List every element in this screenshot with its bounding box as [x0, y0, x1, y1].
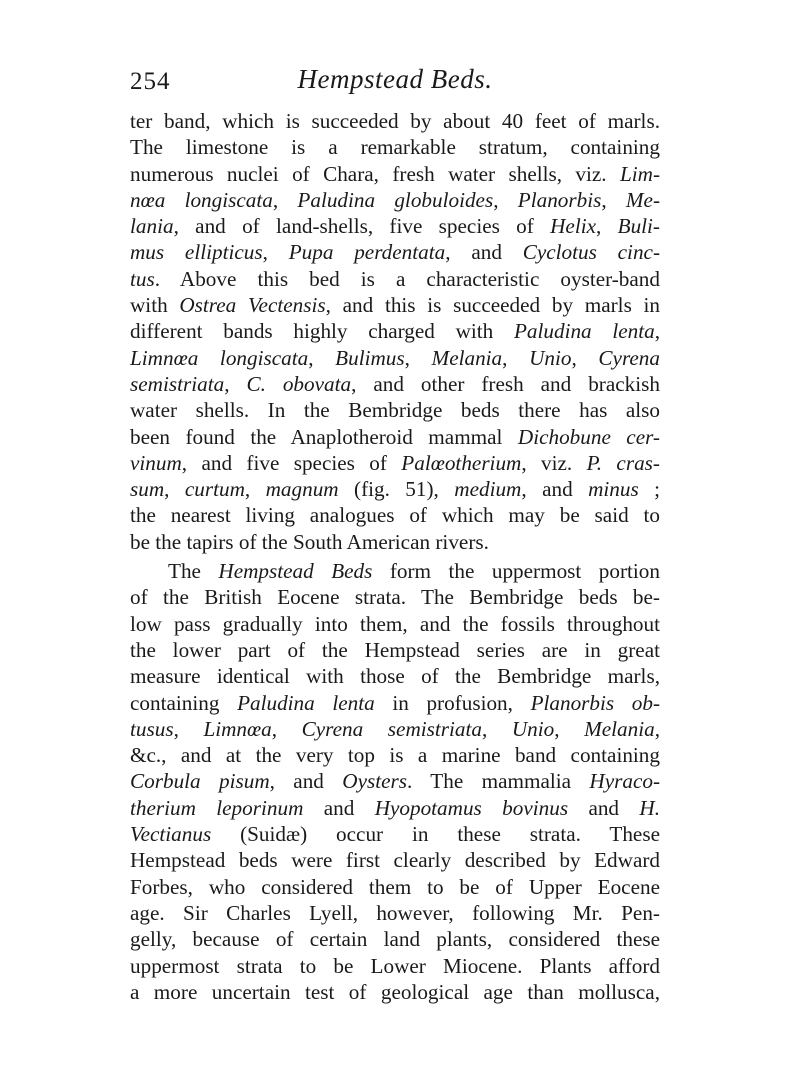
- text-run: , viz.: [521, 450, 587, 475]
- italic-text: P. cras-: [586, 450, 660, 475]
- text-run: , and: [269, 769, 343, 794]
- text-line: [130, 874, 660, 900]
- italic-text: C. obovata: [246, 371, 352, 396]
- text-run: ,: [601, 187, 626, 212]
- text-line: [130, 690, 660, 716]
- text-run: , and: [445, 240, 523, 265]
- text-line: [130, 424, 660, 450]
- italic-text: Helix: [550, 214, 597, 239]
- italic-text: Planorbis: [517, 187, 602, 212]
- italic-text: Unio: [529, 345, 572, 370]
- text-run: , and this is succeeded by marls in: [325, 293, 660, 318]
- italic-text: mus ellipticus: [130, 240, 263, 265]
- running-title: Hempstead Beds.: [297, 64, 493, 94]
- text-line: [130, 900, 660, 926]
- text-line: [130, 953, 660, 979]
- text-run: of the British Eocene strata. The Bembridge beds be-: [130, 585, 660, 610]
- text-line: [130, 795, 660, 821]
- italic-text: Corbula pisum: [130, 769, 270, 794]
- text-line: [130, 821, 660, 847]
- text-run: numerous nuclei of Chara, fresh water shells, viz.: [130, 161, 620, 186]
- text-run: ,: [654, 716, 660, 741]
- text-run: ,: [493, 187, 518, 212]
- text-line: [130, 239, 660, 265]
- italic-text: lania: [130, 214, 174, 239]
- italic-text: medium: [454, 477, 522, 502]
- text-line: [130, 742, 660, 768]
- text-line: [130, 213, 660, 239]
- italic-text: Cyrena: [598, 345, 660, 370]
- italic-text: tus: [130, 266, 155, 291]
- text-run: . Above this bed is a characteristic oyster-band: [154, 266, 660, 291]
- text-run: , and: [521, 477, 589, 502]
- text-run: containing: [130, 690, 238, 715]
- text-run: and: [568, 795, 640, 820]
- text-line: [130, 371, 660, 397]
- text-run: gelly, because of certain land plants, considered these: [130, 927, 660, 952]
- italic-text: Paludina globuloides: [297, 187, 494, 212]
- italic-text: Limnœa longiscata: [130, 345, 309, 370]
- italic-text: sum: [130, 477, 165, 502]
- text-run: ,: [404, 345, 432, 370]
- text-run: &c., and at the very top is a marine band containing: [130, 743, 660, 768]
- italic-text: magnum: [265, 477, 339, 502]
- text-run: been found the Anaplotheroid mammal: [130, 424, 518, 449]
- text-run: ,: [554, 716, 585, 741]
- text-run: ,: [272, 187, 298, 212]
- italic-text: Dichobune cer-: [517, 424, 660, 449]
- text-line: [130, 266, 660, 292]
- text-run: ,: [308, 345, 336, 370]
- text-line: [130, 502, 660, 528]
- text-line: [130, 663, 660, 689]
- paragraph: [130, 558, 660, 1005]
- text-run: a more uncertain test of geological age than mollusca,: [130, 979, 660, 1004]
- italic-text: nœa longiscata: [130, 187, 273, 212]
- italic-text: therium leporinum: [130, 795, 304, 820]
- text-line: [130, 161, 660, 187]
- italic-text: Oysters: [342, 769, 408, 794]
- text-run: water shells. In the Bembridge beds there has also: [130, 398, 660, 423]
- text-run: ,: [481, 716, 512, 741]
- text-run: ,: [654, 319, 660, 344]
- text-line: [130, 187, 660, 213]
- text-run: , and of land-shells, five species of: [173, 214, 551, 239]
- text-line: [130, 450, 660, 476]
- text-line: [130, 716, 660, 742]
- text-run: in profusion,: [374, 690, 531, 715]
- italic-text: semistriata: [130, 371, 225, 396]
- text-run: different bands highly charged with: [130, 319, 514, 344]
- paragraph: [130, 108, 660, 555]
- text-run: The: [168, 559, 219, 584]
- text-run: the nearest living analogues of which may be said to: [130, 503, 660, 528]
- text-line: [130, 134, 660, 160]
- text-run: ,: [271, 716, 302, 741]
- italic-text: Cyrena semistriata: [301, 716, 482, 741]
- text-line: [130, 584, 660, 610]
- text-run: The limestone is a remarkable stratum, containing: [130, 135, 660, 160]
- text-run: the lower part of the Hempstead series are in great: [130, 637, 660, 662]
- italic-text: Unio: [511, 716, 555, 741]
- italic-text: Hempstead Beds: [218, 559, 373, 584]
- page-header: [130, 62, 660, 98]
- italic-text: Limnœa: [203, 716, 272, 741]
- text-run: , and five species of: [181, 450, 402, 475]
- text-run: , and other fresh and brackish: [351, 371, 660, 396]
- text-line: [130, 926, 660, 952]
- text-line: [130, 529, 660, 555]
- text-run: form the uppermost portion: [372, 559, 660, 584]
- italic-text: Melania: [431, 345, 503, 370]
- italic-text: Bulimus: [335, 345, 405, 370]
- text-run: ,: [164, 477, 185, 502]
- italic-text: Pupa perdentata: [288, 240, 446, 265]
- text-run: be the tapirs of the South American rivers.: [130, 529, 489, 554]
- italic-text: Lim-: [619, 161, 660, 186]
- text-line: [130, 476, 660, 502]
- italic-text: tusus: [130, 716, 174, 741]
- text-line: [130, 637, 660, 663]
- text-run: ,: [262, 240, 289, 265]
- text-run: (Suidæ) occur in these strata. These: [211, 822, 660, 847]
- italic-text: Cyclotus cinc-: [522, 240, 661, 265]
- text-run: ,: [244, 477, 266, 502]
- italic-text: Ostrea Vectensis: [179, 293, 326, 318]
- text-line: [130, 558, 660, 584]
- text-line: [130, 292, 660, 318]
- text-line: [130, 979, 660, 1005]
- text-run: Hempstead beds were first clearly described by Edward: [130, 848, 660, 873]
- text-run: ,: [173, 716, 204, 741]
- page-number: 254: [130, 68, 171, 95]
- italic-text: Hyraco-: [589, 769, 661, 794]
- italic-text: Palœotherium: [401, 450, 522, 475]
- text-run: ,: [502, 345, 530, 370]
- italic-text: Melania: [584, 716, 655, 741]
- text-run: uppermost strata to be Lower Miocene. Plants afford: [130, 953, 660, 978]
- italic-text: Hyopotamus bovinus: [374, 795, 569, 820]
- text-run: ,: [571, 345, 599, 370]
- italic-text: curtum: [184, 477, 245, 502]
- italic-text: Me-: [625, 187, 661, 212]
- text-run: ,: [596, 214, 618, 239]
- text-line: [130, 397, 660, 423]
- text-run: measure identical with those of the Bembridge marls,: [130, 664, 660, 689]
- text-run: ,: [224, 371, 247, 396]
- italic-text: minus: [588, 477, 639, 502]
- text-line: [130, 345, 660, 371]
- italic-text: vinum: [130, 450, 182, 475]
- text-run: ;: [638, 477, 661, 502]
- text-line: [130, 108, 660, 134]
- italic-text: Planorbis ob-: [530, 690, 660, 715]
- text-run: Forbes, who considered them to be of Upper Eocene: [130, 874, 660, 899]
- text-run: age. Sir Charles Lyell, however, following Mr. Pen-: [130, 900, 660, 925]
- text-line: [130, 847, 660, 873]
- body-text: [130, 108, 660, 1005]
- italic-text: Paludina lenta: [513, 319, 655, 344]
- text-line: [130, 611, 660, 637]
- text-run: (fig. 51),: [338, 477, 455, 502]
- text-run: . The mammalia: [407, 769, 590, 794]
- text-run: low pass gradually into them, and the fossils throughout: [130, 611, 660, 636]
- italic-text: Paludina lenta: [237, 690, 375, 715]
- text-run: and: [303, 795, 375, 820]
- text-run: with: [130, 293, 180, 318]
- text-line: [130, 318, 660, 344]
- text-run: ter band, which is succeeded by about 40 feet of marls.: [130, 109, 660, 133]
- text-line: [130, 768, 660, 794]
- italic-text: Buli-: [617, 214, 660, 239]
- italic-text: Vectianus: [130, 822, 212, 847]
- italic-text: H.: [639, 795, 660, 820]
